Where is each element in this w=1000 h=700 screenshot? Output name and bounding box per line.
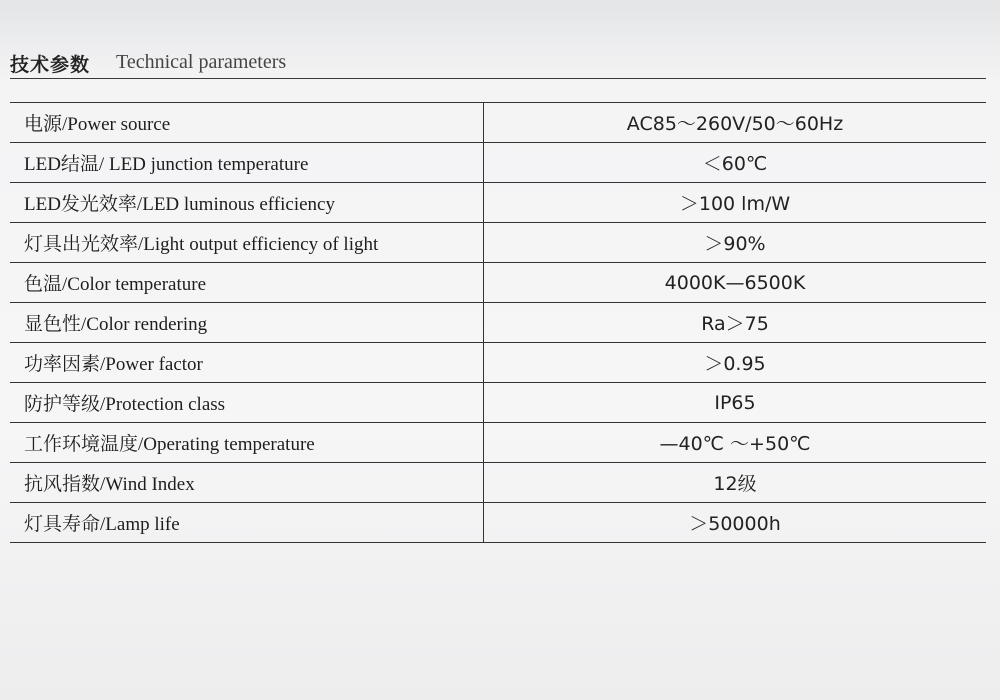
section-title-chinese: 技术参数: [10, 54, 91, 76]
parameter-value: ＞0.95: [484, 343, 987, 383]
table-row: [10, 303, 986, 343]
table-row: [10, 463, 986, 503]
parameter-value: IP65: [484, 383, 987, 423]
parameter-name: LED结温/ LED junction temperature: [10, 143, 484, 183]
parameters-table: [10, 102, 986, 543]
parameter-value: 4000K—6500K: [484, 263, 987, 303]
table-row: [10, 503, 986, 543]
parameter-name: 抗风指数/Wind Index: [10, 463, 484, 503]
parameter-name: 灯具出光效率/Light output efficiency of light: [10, 223, 484, 263]
parameter-name: 功率因素/Power factor: [10, 343, 484, 383]
parameter-name: 色温/Color temperature: [10, 263, 484, 303]
parameter-value: AC85～260V/50～60Hz: [484, 103, 987, 143]
table-row: [10, 423, 986, 463]
parameter-name: LED发光效率/LED luminous efficiency: [10, 183, 484, 223]
parameter-name: 防护等级/Protection class: [10, 383, 484, 423]
parameter-value: ＞90%: [484, 223, 987, 263]
parameter-value: ＞100 lm/W: [484, 183, 987, 223]
table-row: [10, 183, 986, 223]
parameter-name: 显色性/Color rendering: [10, 303, 484, 343]
section-title-english: Technical parameters: [116, 51, 287, 73]
table-row: [10, 103, 986, 143]
parameter-name: 电源/Power source: [10, 103, 484, 143]
table-row: [10, 263, 986, 303]
parameter-value: Ra＞75: [484, 303, 987, 343]
table-row: [10, 343, 986, 383]
parameter-name: 灯具寿命/Lamp life: [10, 503, 484, 543]
parameter-value: —40℃ ～+50℃: [484, 423, 987, 463]
table-row: [10, 383, 986, 423]
section-header: [10, 48, 986, 79]
parameter-name: 工作环境温度/Operating temperature: [10, 423, 484, 463]
parameter-value: ＜60℃: [484, 143, 987, 183]
parameter-value: 12级: [484, 463, 987, 503]
table-row: [10, 143, 986, 183]
table-row: [10, 223, 986, 263]
parameter-value: ＞50000h: [484, 503, 987, 543]
